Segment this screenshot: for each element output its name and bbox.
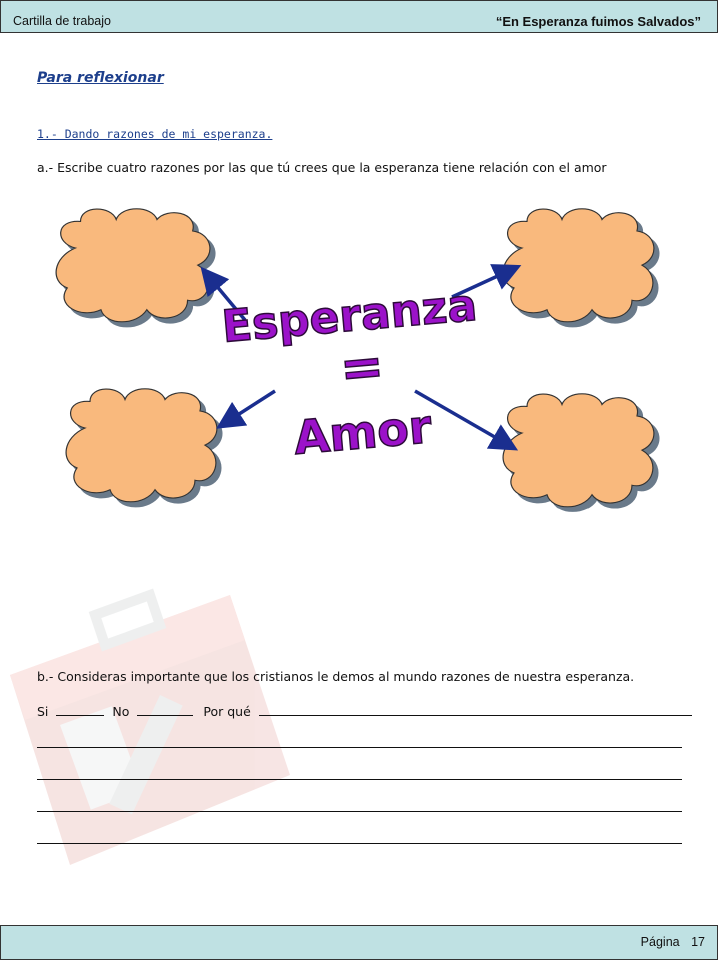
word-amor: Amor [291, 399, 434, 466]
header-bar [0, 0, 718, 33]
section-title: Para reflexionar [37, 70, 164, 86]
instruction-a: a.- Escribe cuatro razones por las que tú crees que la esperanza tiene relación con el amor [37, 160, 607, 175]
footer-bar [0, 925, 718, 960]
page-indicator [641, 935, 705, 949]
answer-line[interactable] [37, 747, 682, 748]
cloud-top-right [503, 209, 654, 322]
header-left-text: Cartilla de trabajo [13, 14, 111, 28]
page-number: 17 [691, 935, 705, 949]
esperanza-amor-diagram [30, 195, 690, 525]
porque-blank[interactable] [259, 703, 692, 716]
instruction-b: b.- Consideras importante que los cristianos le demos al mundo razones de nuestra esperanza. [37, 669, 635, 684]
porque-label: Por qué [203, 704, 251, 719]
answer-line[interactable] [37, 811, 682, 812]
subheading: 1.- Dando razones de mi esperanza. [37, 127, 273, 141]
si-blank[interactable] [56, 703, 104, 716]
header-right-text: “En Esperanza fuimos Salvados” [495, 14, 701, 29]
answer-line[interactable] [37, 843, 682, 844]
word-esperanza: Esperanza [219, 279, 480, 353]
no-label: No [112, 704, 130, 719]
arrow-bottom-left [222, 391, 275, 425]
no-blank[interactable] [137, 703, 193, 716]
answer-line[interactable] [37, 779, 682, 780]
si-label: Si [37, 704, 49, 719]
cloud-top-left [56, 209, 210, 322]
yes-no-row [37, 703, 692, 719]
cloud-bottom-right [503, 394, 654, 507]
word-equals: = [337, 336, 387, 400]
toolbox-watermark-icon [0, 555, 300, 915]
page-label: Página [640, 935, 680, 949]
cloud-bottom-left [66, 389, 217, 502]
